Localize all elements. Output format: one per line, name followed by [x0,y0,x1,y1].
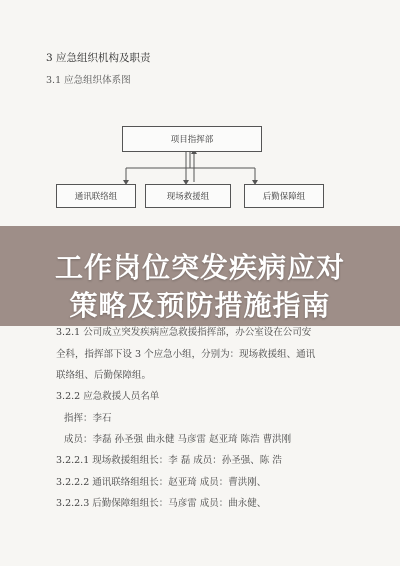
banner-title-line2: 策略及预防措施指南 [69,289,331,322]
section-heading: 3 应急组织机构及职责 [46,52,151,64]
subsection-heading: 3.2.2 应急救援人员名单 [56,391,160,402]
paragraph-line: 联络组、后勤保障组。 [56,370,152,381]
section-subheading: 3.1 应急组织体系图 [46,75,131,86]
org-box-logistics: 后勤保障组 [244,184,324,208]
group-line: 3.2.2.1 现场救援组组长：李 磊 成员：孙圣强、陈 浩 [56,455,282,466]
banner-title-line1: 工作岗位突发疾病应对 [54,251,345,284]
group-line: 3.2.2.3 后勤保障组组长：马彦雷 成员：曲永健、 [56,498,267,509]
commander-line: 指挥：李石 [64,413,112,424]
org-box-command: 项目指挥部 [122,126,262,152]
group-line: 3.2.2.2 通讯联络组组长：赵亚琦 成员：曹洪刚、 [56,477,267,488]
org-box-rescue: 现场救援组 [145,184,231,208]
paragraph-line: 3.2.1 公司成立突发疾病应急救援指挥部，办公室设在公司安 [56,327,312,338]
members-line: 成员：李磊 孙圣强 曲永健 马彦雷 赵亚琦 陈浩 曹洪刚 [64,434,292,445]
paragraph-line: 全科，指挥部下设 3 个应急小组，分别为：现场救援组、通讯 [56,349,316,360]
org-box-communication: 通讯联络组 [56,184,136,208]
